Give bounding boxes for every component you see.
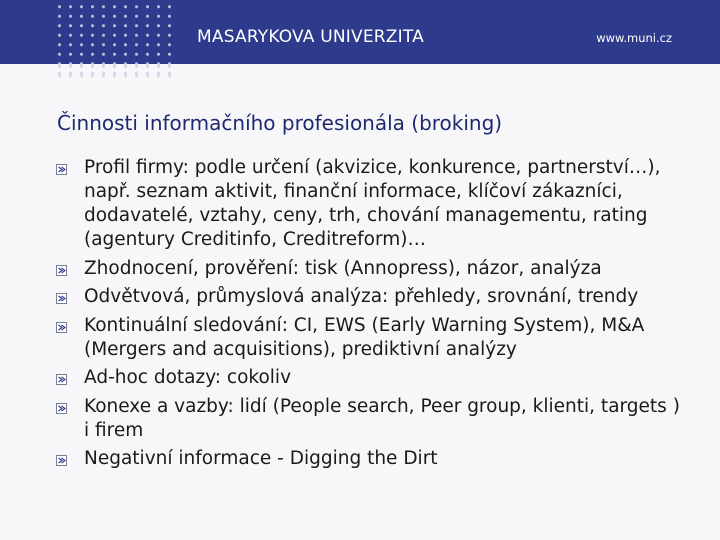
arrow-box-bullet-icon bbox=[56, 403, 67, 414]
arrow-box-bullet-icon bbox=[56, 455, 67, 466]
arrow-box-bullet-icon bbox=[56, 374, 67, 385]
bullet-item bbox=[56, 156, 686, 252]
bullet-item bbox=[56, 366, 686, 390]
university-name: MASARYKOVA UNIVERZITA bbox=[197, 27, 424, 47]
bullet-item bbox=[56, 314, 686, 362]
bullet-item bbox=[56, 447, 686, 471]
bullet-item bbox=[56, 285, 686, 309]
arrow-box-bullet-icon bbox=[56, 265, 67, 276]
bullet-text: Profil firmy: podle určení (akvizice, konkurence, partnerství…), např. seznam aktivit, finanční informace, klíčoví zákazníci, dodavatelé, vztahy, ceny, trh, chování managementu, rating (agentury Creditinfo, Creditreform)… bbox=[84, 157, 661, 250]
bullet-list bbox=[56, 156, 686, 476]
arrow-box-bullet-icon bbox=[56, 293, 67, 304]
arrow-box-bullet-icon bbox=[56, 322, 67, 333]
header-bar bbox=[0, 0, 720, 64]
bullet-item bbox=[56, 257, 686, 281]
bullet-text: Odvětvová, průmyslová analýza: přehledy, srovnání, trendy bbox=[84, 286, 639, 307]
bullet-text: Kontinuální sledování: CI, EWS (Early Warning System), M&A (Mergers and acquisitions), prediktivní analýzy bbox=[84, 314, 645, 360]
arrow-box-bullet-icon bbox=[56, 164, 67, 175]
bullet-text: Negativní informace - Digging the Dirt bbox=[84, 448, 438, 469]
slide-title: Činnosti informačního profesionála (broking) bbox=[57, 111, 503, 135]
bullet-item bbox=[56, 395, 686, 443]
bullet-text: Ad-hoc dotazy: cokoliv bbox=[84, 367, 292, 388]
bullet-text: Konexe a vazby: lidí (People search, Peer group, klienti, targets ) i firem bbox=[84, 395, 680, 441]
university-website: www.muni.cz bbox=[596, 31, 672, 45]
bullet-text: Zhodnocení, prověření: tisk (Annopress), názor, analýza bbox=[84, 257, 602, 279]
dot-grid-extension-icon bbox=[54, 64, 172, 78]
